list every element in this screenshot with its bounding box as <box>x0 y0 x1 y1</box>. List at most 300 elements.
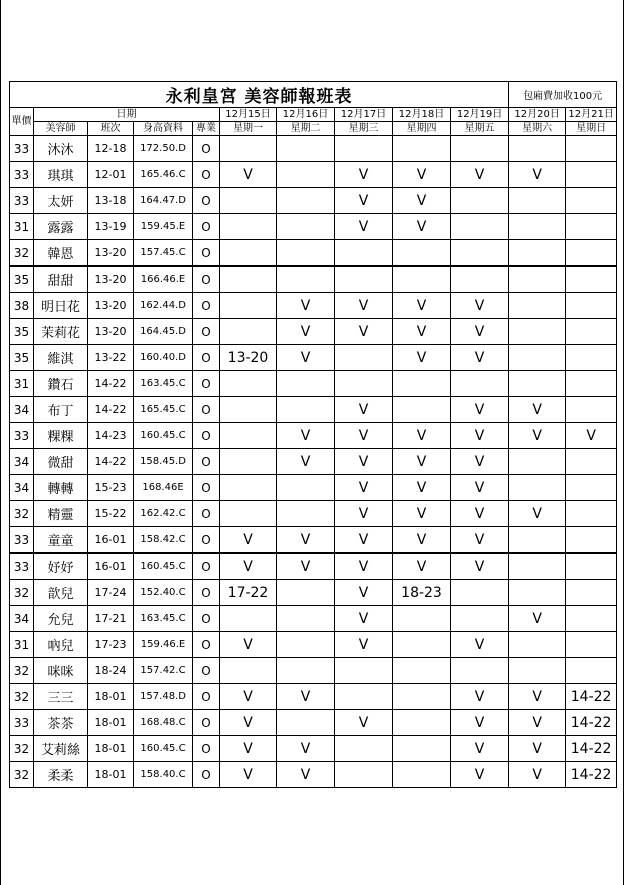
table-row <box>10 710 617 736</box>
shift-cell: 16-01 <box>88 553 134 580</box>
schedule-day-cell: 14-22 <box>566 710 617 736</box>
schedule-day-cell <box>220 293 277 319</box>
price-cell: 33 <box>10 527 34 554</box>
schedule-day-cell <box>393 684 451 710</box>
specialty-cell: O <box>193 684 220 710</box>
weekday-header-cell: 星期六 <box>509 122 566 136</box>
schedule-day-cell <box>277 162 335 188</box>
price-cell: 34 <box>10 397 34 423</box>
sheet-title: 永利皇宮 美容師報班表 <box>10 82 509 108</box>
schedule-day-cell: V <box>335 449 393 475</box>
specialty-cell: O <box>193 397 220 423</box>
schedule-day-cell <box>277 188 335 214</box>
specialty-cell: O <box>193 423 220 449</box>
beautician-name-cell: 吶兒 <box>34 632 88 658</box>
schedule-day-cell <box>566 136 617 162</box>
schedule-day-cell <box>277 632 335 658</box>
schedule-day-cell <box>393 397 451 423</box>
schedule-day-cell <box>566 188 617 214</box>
table-row <box>10 658 617 684</box>
schedule-day-cell: V <box>509 736 566 762</box>
schedule-day-cell <box>509 632 566 658</box>
specialty-cell: O <box>193 475 220 501</box>
profile-cell: 163.45.C <box>134 371 193 397</box>
beautician-name-cell: 茶茶 <box>34 710 88 736</box>
schedule-day-cell: V <box>509 397 566 423</box>
specialty-cell: O <box>193 162 220 188</box>
schedule-day-cell: V <box>335 710 393 736</box>
schedule-day-cell: V <box>277 423 335 449</box>
schedule-day-cell <box>335 136 393 162</box>
beautician-name-cell: 維淇 <box>34 345 88 371</box>
schedule-day-cell <box>509 449 566 475</box>
price-cell: 35 <box>10 345 34 371</box>
schedule-day-cell <box>509 319 566 345</box>
table-row <box>10 762 617 788</box>
specialty-cell: O <box>193 632 220 658</box>
schedule-day-cell: V <box>220 553 277 580</box>
schedule-day-cell: V <box>220 162 277 188</box>
schedule-day-cell <box>277 501 335 527</box>
schedule-day-cell: V <box>393 527 451 554</box>
schedule-day-cell <box>393 632 451 658</box>
schedule-day-cell <box>335 684 393 710</box>
beautician-name-cell: 粿粿 <box>34 423 88 449</box>
profile-cell: 168.46E <box>134 475 193 501</box>
schedule-day-cell <box>566 449 617 475</box>
shift-cell: 13-20 <box>88 319 134 345</box>
schedule-day-cell: V <box>451 762 509 788</box>
shift-cell: 15-23 <box>88 475 134 501</box>
profile-cell: 162.42.C <box>134 501 193 527</box>
table-row <box>10 736 617 762</box>
table-row <box>10 266 617 293</box>
schedule-day-cell: V <box>509 684 566 710</box>
beautician-name-cell: 三三 <box>34 684 88 710</box>
schedule-day-cell <box>277 710 335 736</box>
weekday-header-cell: 星期二 <box>277 122 335 136</box>
shift-cell: 14-22 <box>88 397 134 423</box>
schedule-day-cell: V <box>220 762 277 788</box>
schedule-day-cell: V <box>451 345 509 371</box>
schedule-day-cell: V <box>393 293 451 319</box>
specialty-cell: O <box>193 136 220 162</box>
schedule-day-cell: V <box>335 162 393 188</box>
schedule-day-cell <box>509 293 566 319</box>
price-cell: 34 <box>10 449 34 475</box>
beautician-name-cell: 明日花 <box>34 293 88 319</box>
schedule-day-cell <box>220 136 277 162</box>
profile-cell: 168.48.C <box>134 710 193 736</box>
beautician-name-cell: 艾莉絲 <box>34 736 88 762</box>
schedule-day-cell: V <box>277 736 335 762</box>
schedule-day-cell: V <box>277 527 335 554</box>
schedule-day-cell: V <box>393 449 451 475</box>
schedule-day-cell: V <box>451 553 509 580</box>
date-header: 日期 <box>34 108 220 122</box>
beautician-name-cell: 茉莉花 <box>34 319 88 345</box>
price-cell: 32 <box>10 658 34 684</box>
price-cell: 33 <box>10 162 34 188</box>
shift-cell: 18-24 <box>88 658 134 684</box>
schedule-day-cell <box>335 658 393 684</box>
schedule-day-cell <box>220 214 277 240</box>
schedule-day-cell <box>393 240 451 267</box>
schedule-day-cell: V <box>335 293 393 319</box>
profile-cell: 160.45.C <box>134 553 193 580</box>
table-row <box>10 606 617 632</box>
schedule-day-cell: V <box>277 345 335 371</box>
shift-cell: 12-01 <box>88 162 134 188</box>
schedule-day-cell <box>566 606 617 632</box>
profile-cell: 158.45.D <box>134 449 193 475</box>
schedule-day-cell: V <box>393 188 451 214</box>
schedule-day-cell <box>509 214 566 240</box>
schedule-day-cell: V <box>220 527 277 554</box>
profile-cell: 164.45.D <box>134 319 193 345</box>
schedule-day-cell <box>220 240 277 267</box>
table-row <box>10 475 617 501</box>
table-row <box>10 136 617 162</box>
beautician-header: 美容師 <box>34 122 88 136</box>
schedule-day-cell <box>335 762 393 788</box>
schedule-day-cell <box>220 397 277 423</box>
schedule-day-cell: V <box>451 319 509 345</box>
profile-cell: 166.46.E <box>134 266 193 293</box>
specialty-cell: O <box>193 371 220 397</box>
schedule-day-cell <box>566 397 617 423</box>
shift-cell: 13-22 <box>88 345 134 371</box>
date-header-cell: 12月15日 <box>220 108 277 122</box>
schedule-day-cell: V <box>277 762 335 788</box>
table-row <box>10 449 617 475</box>
date-header-cell: 12月19日 <box>451 108 509 122</box>
schedule-day-cell <box>335 266 393 293</box>
shift-cell: 17-21 <box>88 606 134 632</box>
room-fee-note: 包廂費加收100元 <box>509 82 617 108</box>
schedule-day-cell <box>393 710 451 736</box>
schedule-day-cell <box>509 580 566 606</box>
schedule-day-cell <box>220 266 277 293</box>
profile-cell: 163.45.C <box>134 606 193 632</box>
shift-cell: 17-24 <box>88 580 134 606</box>
schedule-day-cell <box>509 240 566 267</box>
schedule-day-cell: V <box>335 188 393 214</box>
price-cell: 31 <box>10 214 34 240</box>
schedule-day-cell: V <box>451 162 509 188</box>
schedule-day-cell <box>220 423 277 449</box>
schedule-day-cell: V <box>451 632 509 658</box>
schedule-day-cell <box>451 658 509 684</box>
shift-cell: 13-19 <box>88 214 134 240</box>
specialty-cell: O <box>193 266 220 293</box>
specialty-cell: O <box>193 710 220 736</box>
schedule-day-cell <box>566 240 617 267</box>
schedule-day-cell: V <box>277 553 335 580</box>
schedule-day-cell: V <box>566 423 617 449</box>
schedule-day-cell: V <box>451 684 509 710</box>
schedule-day-cell <box>566 214 617 240</box>
profile-cell: 165.46.C <box>134 162 193 188</box>
schedule-day-cell <box>393 136 451 162</box>
schedule-day-cell <box>566 345 617 371</box>
schedule-day-cell: V <box>335 553 393 580</box>
schedule-day-cell <box>220 188 277 214</box>
weekday-header-cell: 星期四 <box>393 122 451 136</box>
schedule-day-cell: V <box>509 423 566 449</box>
schedule-day-cell: V <box>451 475 509 501</box>
schedule-day-cell <box>220 606 277 632</box>
shift-cell: 18-01 <box>88 710 134 736</box>
schedule-day-cell <box>277 371 335 397</box>
price-cell: 35 <box>10 319 34 345</box>
weekday-header-cell: 星期五 <box>451 122 509 136</box>
beautician-name-cell: 布丁 <box>34 397 88 423</box>
price-cell: 33 <box>10 710 34 736</box>
price-cell: 33 <box>10 136 34 162</box>
schedule-day-cell <box>451 580 509 606</box>
beautician-name-cell: 允兒 <box>34 606 88 632</box>
schedule-day-cell <box>277 240 335 267</box>
schedule-day-cell: V <box>451 710 509 736</box>
beautician-name-cell: 韓恩 <box>34 240 88 267</box>
page-border-left <box>0 0 1 885</box>
schedule-day-cell <box>451 266 509 293</box>
schedule-day-cell: V <box>451 293 509 319</box>
profile-cell: 157.48.D <box>134 684 193 710</box>
profile-cell: 160.45.C <box>134 423 193 449</box>
price-cell: 31 <box>10 371 34 397</box>
price-cell: 32 <box>10 501 34 527</box>
beautician-name-cell: 轉轉 <box>34 475 88 501</box>
price-cell: 32 <box>10 580 34 606</box>
schedule-day-cell: V <box>335 632 393 658</box>
schedule-day-cell <box>509 266 566 293</box>
schedule-day-cell <box>335 240 393 267</box>
weekday-header-cell: 星期日 <box>566 122 617 136</box>
schedule-day-cell <box>509 345 566 371</box>
price-cell: 38 <box>10 293 34 319</box>
schedule-day-cell: V <box>277 684 335 710</box>
beautician-name-cell: 童童 <box>34 527 88 554</box>
profile-cell: 157.42.C <box>134 658 193 684</box>
schedule-day-cell: V <box>451 501 509 527</box>
table-row <box>10 240 617 267</box>
beautician-name-cell: 精靈 <box>34 501 88 527</box>
schedule-day-cell <box>451 240 509 267</box>
schedule-day-cell: 17-22 <box>220 580 277 606</box>
schedule-day-cell <box>566 553 617 580</box>
table-row <box>10 527 617 554</box>
schedule-day-cell <box>277 606 335 632</box>
table-row <box>10 684 617 710</box>
schedule-day-cell: V <box>509 762 566 788</box>
schedule-day-cell <box>220 371 277 397</box>
profile-cell: 159.45.E <box>134 214 193 240</box>
profile-cell: 160.40.D <box>134 345 193 371</box>
specialty-cell: O <box>193 606 220 632</box>
schedule-day-cell <box>220 319 277 345</box>
shift-cell: 16-01 <box>88 527 134 554</box>
price-cell: 31 <box>10 632 34 658</box>
table-row <box>10 397 617 423</box>
schedule-day-cell: 13-20 <box>220 345 277 371</box>
schedule-day-cell <box>277 214 335 240</box>
schedule-day-cell <box>277 266 335 293</box>
beautician-name-cell: 沐沐 <box>34 136 88 162</box>
table-row <box>10 501 617 527</box>
shift-cell: 14-22 <box>88 371 134 397</box>
date-header-cell: 12月18日 <box>393 108 451 122</box>
beautician-name-cell: 鑽石 <box>34 371 88 397</box>
beautician-name-cell: 咪咪 <box>34 658 88 684</box>
table-row <box>10 423 617 449</box>
schedule-day-cell: V <box>335 319 393 345</box>
specialty-cell: O <box>193 240 220 267</box>
shift-cell: 13-18 <box>88 188 134 214</box>
schedule-day-cell: V <box>393 319 451 345</box>
schedule-day-cell: V <box>335 423 393 449</box>
schedule-day-cell: V <box>335 580 393 606</box>
schedule-day-cell: V <box>509 606 566 632</box>
table-row <box>10 632 617 658</box>
price-cell: 34 <box>10 606 34 632</box>
schedule-day-cell: V <box>335 397 393 423</box>
specialty-header: 專業 <box>193 122 220 136</box>
schedule-day-cell: V <box>509 501 566 527</box>
beautician-name-cell: 微甜 <box>34 449 88 475</box>
schedule-day-cell: V <box>335 214 393 240</box>
beautician-name-cell: 太妍 <box>34 188 88 214</box>
shift-cell: 14-23 <box>88 423 134 449</box>
schedule-day-cell: V <box>451 449 509 475</box>
specialty-cell: O <box>193 527 220 554</box>
specialty-cell: O <box>193 736 220 762</box>
schedule-day-cell: V <box>335 475 393 501</box>
schedule-day-cell: V <box>393 162 451 188</box>
price-cell: 33 <box>10 553 34 580</box>
price-cell: 32 <box>10 684 34 710</box>
shift-header: 班次 <box>88 122 134 136</box>
schedule-day-cell <box>335 371 393 397</box>
schedule-day-cell <box>566 266 617 293</box>
profile-cell: 158.40.C <box>134 762 193 788</box>
schedule-day-cell: V <box>393 214 451 240</box>
date-header-cell: 12月21日 <box>566 108 617 122</box>
date-header-cell: 12月16日 <box>277 108 335 122</box>
schedule-day-cell <box>277 580 335 606</box>
schedule-day-cell <box>566 319 617 345</box>
schedule-day-cell <box>566 658 617 684</box>
schedule-day-cell: V <box>393 345 451 371</box>
weekday-header-cell: 星期一 <box>220 122 277 136</box>
schedule-day-cell <box>393 736 451 762</box>
date-header-cell: 12月17日 <box>335 108 393 122</box>
weekday-header-cell: 星期三 <box>335 122 393 136</box>
schedule-day-cell: V <box>220 710 277 736</box>
schedule-day-cell <box>393 371 451 397</box>
schedule-day-cell <box>393 606 451 632</box>
table-row <box>10 553 617 580</box>
price-cell: 32 <box>10 736 34 762</box>
price-cell: 33 <box>10 188 34 214</box>
date-header-cell: 12月20日 <box>509 108 566 122</box>
schedule-day-cell: V <box>451 397 509 423</box>
specialty-cell: O <box>193 293 220 319</box>
profile-cell: 172.50.D <box>134 136 193 162</box>
schedule-day-cell <box>566 371 617 397</box>
beautician-name-cell: 琪琪 <box>34 162 88 188</box>
schedule-day-cell <box>509 658 566 684</box>
schedule-day-cell <box>451 371 509 397</box>
schedule-day-cell: V <box>509 162 566 188</box>
schedule-day-cell <box>451 606 509 632</box>
beautician-name-cell: 妤妤 <box>34 553 88 580</box>
shift-cell: 15-22 <box>88 501 134 527</box>
profile-cell: 152.40.C <box>134 580 193 606</box>
schedule-day-cell <box>509 553 566 580</box>
schedule-day-cell <box>220 501 277 527</box>
specialty-cell: O <box>193 658 220 684</box>
schedule-day-cell <box>566 527 617 554</box>
shift-cell: 14-22 <box>88 449 134 475</box>
schedule-day-cell <box>277 136 335 162</box>
schedule-day-cell: V <box>451 527 509 554</box>
profile-cell: 158.42.C <box>134 527 193 554</box>
specialty-cell: O <box>193 214 220 240</box>
schedule-day-cell: V <box>220 684 277 710</box>
table-row <box>10 371 617 397</box>
beautician-name-cell: 甜甜 <box>34 266 88 293</box>
schedule-day-cell: V <box>393 423 451 449</box>
table-row <box>10 293 617 319</box>
schedule-day-cell <box>566 293 617 319</box>
table-row <box>10 580 617 606</box>
price-cell: 34 <box>10 475 34 501</box>
schedule-day-cell <box>451 214 509 240</box>
schedule-table <box>9 81 617 788</box>
shift-cell: 12-18 <box>88 136 134 162</box>
schedule-day-cell: V <box>220 632 277 658</box>
schedule-day-cell <box>393 266 451 293</box>
schedule-day-cell: 14-22 <box>566 762 617 788</box>
shift-cell: 13-20 <box>88 293 134 319</box>
price-cell: 33 <box>10 423 34 449</box>
schedule-day-cell: V <box>393 553 451 580</box>
schedule-day-cell <box>566 580 617 606</box>
profile-cell: 157.45.C <box>134 240 193 267</box>
schedule-day-cell: V <box>335 501 393 527</box>
schedule-day-cell: V <box>220 736 277 762</box>
schedule-day-cell <box>509 188 566 214</box>
schedule-day-cell <box>220 658 277 684</box>
schedule-day-cell: V <box>277 319 335 345</box>
schedule-day-cell: V <box>335 527 393 554</box>
schedule-day-cell: 14-22 <box>566 684 617 710</box>
price-cell: 32 <box>10 762 34 788</box>
shift-cell: 18-01 <box>88 736 134 762</box>
schedule-day-cell <box>509 475 566 501</box>
schedule-day-cell <box>335 736 393 762</box>
schedule-day-cell <box>277 397 335 423</box>
schedule-day-cell: V <box>277 293 335 319</box>
shift-cell: 18-01 <box>88 684 134 710</box>
schedule-day-cell <box>509 527 566 554</box>
table-row <box>10 162 617 188</box>
schedule-day-cell <box>277 658 335 684</box>
schedule-day-cell <box>277 475 335 501</box>
beautician-name-cell: 歆兒 <box>34 580 88 606</box>
